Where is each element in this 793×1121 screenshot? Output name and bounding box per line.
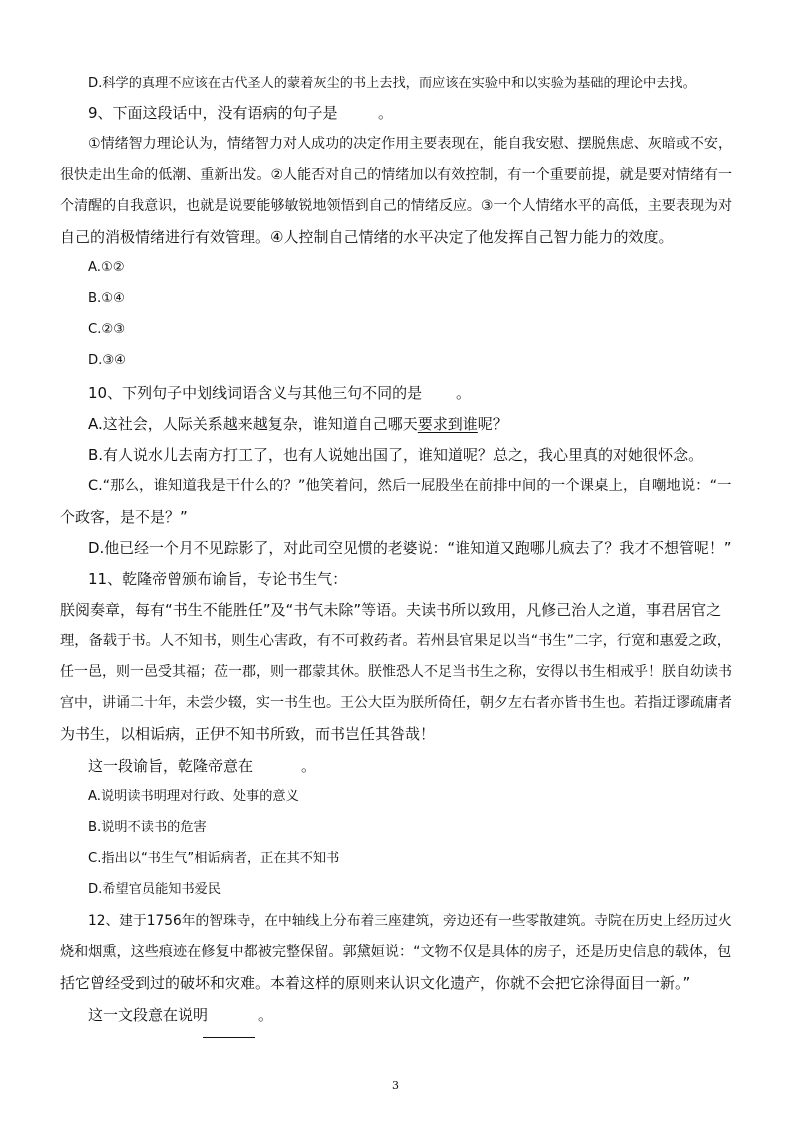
q12-answer-blank-line <box>203 1037 255 1038</box>
q8-option-d <box>88 73 696 93</box>
q9-option-b: B.①④ <box>88 291 125 306</box>
q11-passage-line-1: 朕阅奏章，每有“书生不能胜任”及“书气未除”等语。夫读书所以致用，凡修己治人之道，事君居官之 <box>60 601 722 619</box>
q12-sub-stem-end: 。 <box>258 1006 274 1024</box>
q10-option-c-line-2: 个政客，是不是？” <box>60 508 188 526</box>
q10-option-c-line-1: C.“那么，谁知道我是干什么的？”他笑着问，然后一屁股坐在前排中间的一个课桌上，自嘲地说：“一 <box>88 478 732 494</box>
q11-option-b: B.说明不读书的危害 <box>88 820 207 835</box>
q9-passage-line-4: 自己的消极情绪进行有效管理。④人控制自己情绪的水平决定了他发挥自己智力能力的效度。 <box>60 228 674 246</box>
q10-stem-end: 。 <box>456 384 472 402</box>
q12-passage-line-1: 12、建于1756年的智珠寺，在中轴线上分布着三座建筑，旁边还有一些零散建筑。寺院在历史上经历过火 <box>88 913 732 929</box>
q9-option-c: C.②③ <box>88 322 126 337</box>
q9-passage-line-3: 个清醒的自我意识，也就是说要能够敏锐地领悟到自己的情绪反应。③一个人情绪水平的高低，主要表现为对 <box>60 198 733 214</box>
q11-passage-line-2: 理，备载于书。人不知书，则生心害政，有不可救药者。若州县官果足以当“书生”二字，行宽和惠爱之政， <box>60 633 731 649</box>
q11-sub-stem-end: 。 <box>301 757 317 775</box>
q9-stem-end: 。 <box>378 104 394 122</box>
q8-option-d-text: D.科学的真理不应该在古代圣人的蒙着灰尘的书上去找，而应该在实验中和以实验为基础的理论中去找。 <box>88 76 696 91</box>
q9-passage-line-1: ①情绪智力理论认为，情绪智力对人成功的决定作用主要表现在，能自我安慰、摆脱焦虑、灰暗或不安， <box>88 136 732 152</box>
q12-passage-line-2: 烧和烟熏，这些痕迹在修复中都被完整保留。郭黛姮说：“文物不仅是具体的房子，还是历史信息的载体，包 <box>60 944 732 960</box>
page-number: 3 <box>392 1079 399 1092</box>
q11-option-a: A.说明读书明理对行政、处事的意义 <box>88 789 299 804</box>
q12-sub-stem: 这一文段意在说明 <box>88 1006 209 1024</box>
q10-option-a-pre: A.这社会，人际关系越来越复杂，谁知道自己哪天 <box>88 415 418 433</box>
q10-option-a <box>88 415 508 433</box>
q9-stem <box>88 104 338 122</box>
q10-option-b: B.有人说水儿去南方打工了，也有人说她出国了，谁知道呢？总之，我心里真的对她很怀念。 <box>88 446 704 464</box>
q9-option-a: A.①② <box>88 260 125 275</box>
q10-option-a-underlined: 要求到谁 <box>417 415 478 433</box>
q12-passage-line-3: 括它曾经受到过的破坏和灾难。本着这样的原则来认识文化遗产，你就不会把它涂得面目一新。” <box>60 974 691 992</box>
q9-option-d: D.③④ <box>88 353 126 368</box>
q10-option-d: D.他已经一个月不见踪影了，对此司空见惯的老婆说：“谁知道又跑哪儿疯去了？我才不想管呢！” <box>88 539 732 557</box>
q10-stem: 10、下列句子中划线词语含义与其他三句不同的是 <box>88 384 423 402</box>
q11-option-d: D.希望官员能知书爱民 <box>88 882 222 897</box>
q11-sub-stem: 这一段谕旨，乾隆帝意在 <box>88 757 254 775</box>
q9-passage-line-2: 很快走出生命的低潮、重新出发。②人能否对自己的情绪加以有效控制，有一个重要前提，就是要对情绪有一 <box>60 167 733 183</box>
q11-passage-line-3: 任一邑，则一邑受其福；莅一郡，则一郡蒙其休。朕惟恐人不足当书生之称，安得以书生相戒乎！朕自幼读书 <box>60 664 732 680</box>
q11-option-c: C.指出以“书生气”相诟病者，正在其不知书 <box>88 851 340 866</box>
q11-passage-line-4: 宫中，讲诵二十年，未尝少辍，实一书生也。王公大臣为朕所倚任，朝夕左右者亦皆书生也。若指迂谬疏庸者 <box>60 695 732 711</box>
q10-option-a-post: 呢？ <box>477 415 508 433</box>
q11-passage-line-5: 为书生，以相诟病，正伊不知书所致，而书岂任其咎哉！ <box>60 725 436 743</box>
q9-stem-text: 9、下面这段话中，没有语病的句子是 <box>88 104 338 122</box>
q11-stem: 11、乾隆帝曾颁布谕旨，专论书生气： <box>88 570 348 588</box>
